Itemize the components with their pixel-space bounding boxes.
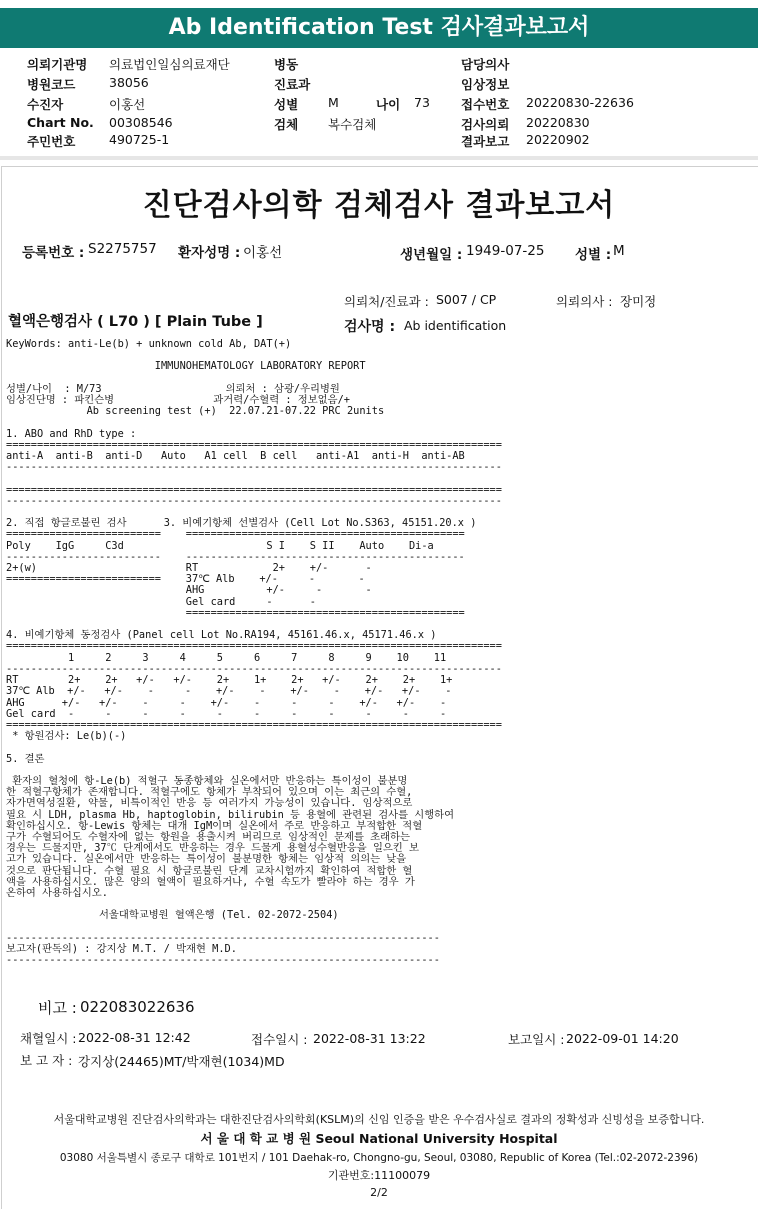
clinical-info-label: 임상정보	[461, 77, 510, 92]
hospital-name: 서 울 대 학 교 병 원 Seoul National University Hospital	[200, 1131, 558, 1146]
patient-sex-label: 성별 :	[575, 247, 612, 263]
report-banner: Ab Identification Test 검사결과보고서	[0, 8, 758, 48]
patient-name-value: 이홍선	[243, 245, 283, 261]
reported-value: 2022-09-01 14:20	[566, 1031, 679, 1046]
examinee-value: 이홍선	[109, 97, 146, 112]
request-date-value: 20220830	[526, 115, 590, 130]
test-name-label: 검사명 :	[344, 319, 396, 335]
birth-label: 생년월일 :	[400, 247, 463, 263]
ref-doctor-value: 장미정	[620, 294, 657, 309]
age-label: 나이	[376, 97, 401, 112]
dept-label: 진료과	[274, 77, 311, 92]
chart-no-value: 00308546	[109, 115, 173, 130]
receipt-no-label: 접수번호	[461, 97, 510, 112]
institution-value: 의료법인일심의료재단	[109, 57, 230, 72]
patient-name-label: 환자성명 :	[178, 245, 241, 261]
lab-report-text: KeyWords: anti-Le(b) + unknown cold Ab, DAT(+) IMMUNOHEMATOLOGY LABORATORY REPORT 성별/나이 : M/73 의뢰처 : 삼광/우리병원 임상진단명 : 파킨슨병 과거력/수혈력 : 정보없음/+ Ab screening test (+) 22.07.21-07.22 PRC 2units 1. ABO and RhD type : ================================================================================ anti-A anti-B anti-D Auto A1 cell B cell anti-A1 anti-H anti-AB -------------------------------------------------------------------------------- ================================================================================ -------------------------------------------------------------------------------- 2. 직접 항글로불린 검사 3. 비예기항체 선별검사 (Cell Lot No.S363, 45151.20.x ) ========================= ============================================= Poly IgG C3d S I S II Auto Di-a ------------------------- --------------------------------------------- 2+(w) RT 2+ +/- - ========================= 37℃ Alb +/- - - AHG +/- - - Gel card - - ============================================= 4. 비예기항체 동정검사 (Panel cell Lot No.RA194, 45161.46.x, 45171.46.x ) ================================================================================ 1 2 3 4 5 6 7 8 9 10 11 -------------------------------------------------------------------------------- RT 2+ 2+ +/- +/- 2+ 1+ 2+ +/- 2+ 2+ 1+ 37℃ Alb +/- +/- - - +/- - +/- - +/- +/- - AHG +/- +/- - - +/- - - - +/- +/- - Gel card - - - - - - - - - - - ================================================================================ * 항원검사: Le(b)(-) 5. 결론 환자의 혈청에 항-Le(b) 적혈구 동종항체와 실온에서만 반응하는 특이성이 불분명 한 적혈구항체가 존재합니다. 적혈구에도 항체가 부착되어 있으며 이는 최근의 수혈, 자가면역성질환, 약물, 비특이적인 반응 등 여러가지 가능성이 있습니다. 임상적으로 필요 시 LDH, plasma Hb, haptoglobin, bilirubin 등 용혈에 관련된 검사를 시행하여 확인하십시오. 항-Lewis 항체는 대개 IgM이며 실온에서 주로 반응하고 부적합한 적혈 구가 수혈되어도 수혈자에 없는 항원을 용출시켜 버리므로 임상적인 문제를 초래하는 경우는 드물지만, 37℃ 단계에서도 반응하는 경우 드물게 용혈성수혈반응을 일으킨 보 고가 있습니다. 실온에서만 반응하는 특이성이 불분명한 항체는 임상적 의의는 낮을 것으로 판단됩니다. 수혈 필요 시 항글로불린 단계 교차시험까지 확인하여 적합한 혈 액을 사용하십시오. 많은 양의 혈액이 필요하거나, 수혈 속도가 빨라야 하는 경우 가 온하여 사용하십시오. 서울대학교병원 혈액은행 (Tel. 02-2072-2504) ---------------------------------------------------------------------- 보고자(판독의) : 강지상 M.T. / 박재현 M.D. ----------------------------------------------------------------------	[6, 338, 502, 967]
sex-value: M	[328, 95, 339, 110]
sex-label: 성별	[274, 97, 299, 112]
ward-label: 병동	[274, 57, 299, 72]
patient-sex-value: M	[613, 243, 625, 259]
memo-label: 비고 :	[38, 999, 77, 1017]
test-group: 혈액은행검사 ( L70 ) [ Plain Tube ]	[8, 314, 263, 330]
reporter-value: 강지상(24465)MT/박재현(1034)MD	[78, 1054, 285, 1069]
report-date-value: 20220902	[526, 132, 590, 147]
certification-note: 서울대학교병원 진단검사의학과는 대한진단검사의학회(KSLM)의 신임 인증을 받은 우수검사실로 결과의 정확성과 신빙성을 보증합니다.	[53, 1113, 705, 1126]
reported-label: 보고일시 :	[508, 1032, 565, 1047]
examinee-label: 수진자	[27, 97, 64, 112]
report-date-label: 결과보고	[461, 134, 510, 149]
section-divider	[0, 156, 758, 160]
request-date-label: 검사의뢰	[461, 117, 510, 132]
page-number: 2/2	[370, 1186, 388, 1199]
receipt-no-value: 20220830-22636	[526, 95, 634, 110]
report-title: 진단검사의학 검체검사 결과보고서	[142, 188, 616, 223]
resident-no-label: 주민번호	[27, 134, 76, 149]
reporter-label: 보 고 자 :	[20, 1053, 73, 1068]
ref-doctor-label: 의뢰의사 :	[556, 294, 613, 309]
test-name-value: Ab identification	[404, 318, 507, 333]
memo-value: 022083022636	[80, 998, 195, 1016]
collect-value: 2022-08-31 12:42	[78, 1030, 191, 1045]
institution-number: 기관번호:11100079	[327, 1169, 431, 1182]
hospital-code-value: 38056	[109, 75, 149, 90]
chart-no-label: Chart No.	[27, 115, 94, 130]
doctor-label: 담당의사	[461, 57, 510, 72]
receive-label: 접수일시 :	[251, 1032, 308, 1047]
referral-value: S007 / CP	[436, 292, 497, 307]
institution-label: 의뢰기관명	[27, 57, 88, 72]
referral-label: 의뢰처/진료과 :	[344, 294, 429, 309]
resident-no-value: 490725-1	[109, 132, 170, 147]
hospital-address: 03080 서울특별시 종로구 대학로 101번지 / 101 Daehak-ro, Chongno-gu, Seoul, 03080, Republic of Korea (Tel.:02-2072-2396)	[59, 1152, 699, 1164]
specimen-label: 검체	[274, 117, 299, 132]
specimen-value: 복수검체	[328, 117, 377, 132]
reg-no-label: 등록번호 :	[22, 245, 85, 261]
collect-label: 채혈일시 :	[20, 1031, 77, 1046]
reg-no-value: S2275757	[88, 241, 157, 257]
age-value: 73	[414, 95, 430, 110]
birth-value: 1949-07-25	[466, 243, 545, 259]
receive-value: 2022-08-31 13:22	[313, 1031, 426, 1046]
hospital-code-label: 병원코드	[27, 77, 76, 92]
